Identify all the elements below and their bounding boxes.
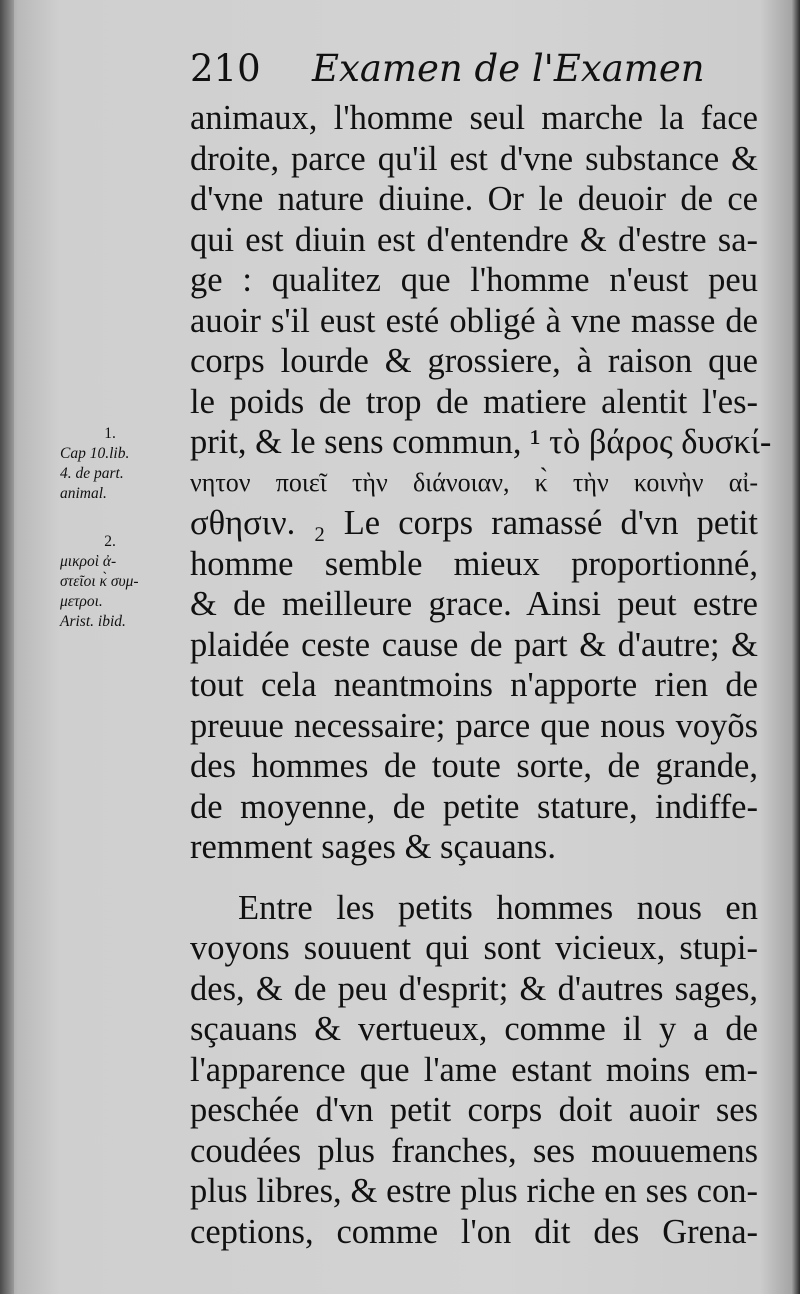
page-gutter-shadow xyxy=(0,0,14,1294)
text-line: l'apparence que l'ame estant moins em- xyxy=(190,1050,758,1089)
text-line: qui est diuin est d'entendre & d'estre sa- xyxy=(190,220,758,259)
text-line: tout cela neantmoins n'apporte rien de xyxy=(190,666,758,704)
text-line: Entre les petits hommes nous en xyxy=(238,888,758,927)
text-line: ge : qualitez que l'homme n'eust peu xyxy=(190,261,758,299)
text-line: de moyenne, de petite stature, indiffe- xyxy=(190,787,758,826)
margin-note-line: animal. xyxy=(60,485,107,502)
text-line: & de meilleure grace. Ainsi peut estre xyxy=(190,585,758,623)
margin-note-2 xyxy=(60,532,188,632)
text-line: preuue necessaire; parce que nous voyõs xyxy=(190,706,758,745)
margin-note-line: Arist. ibid. xyxy=(60,613,126,630)
margin-note-1 xyxy=(60,424,188,504)
page-edge-shadow xyxy=(792,0,800,1294)
margin-note-number: 2. xyxy=(104,533,116,550)
text-line: remment sages & sçauans. xyxy=(190,828,556,866)
running-header xyxy=(0,44,800,94)
text-line: animaux, l'homme seul marche la face xyxy=(190,99,758,137)
text-line: droite, parce qu'il est d'vne substance & xyxy=(190,139,758,178)
greek-quotation-line: νητον ποιεῖ τὴν διάνοιαν, κ̀ τὴν κοινὴν αἰ- xyxy=(190,467,758,497)
paragraph-gap xyxy=(190,868,758,888)
text-line: coudées plus franches, ses mouuemens xyxy=(190,1131,758,1170)
text-line: le poids de trop de matiere alentit l'es- xyxy=(190,382,758,421)
text-line: σθησιν. ₂ Le corps ramassé d'vn petit xyxy=(190,504,758,542)
running-title: Examen de l'Examen xyxy=(312,47,705,90)
margin-note-number: 1. xyxy=(104,425,116,442)
text-line: prit, & le sens commun, ¹ τὸ βάρος δυσκί- xyxy=(190,423,772,461)
text-line: ceptions, comme l'on dit des Grena- xyxy=(190,1212,758,1251)
margin-note-line: μικροὶ ἀ- xyxy=(60,553,117,570)
text-line: voyons souuent qui sont vicieux, stupi- xyxy=(190,929,758,967)
text-line: corps lourde & grossiere, à raison que xyxy=(190,342,758,380)
text-line: d'vne nature diuine. Or le deuoir de ce xyxy=(190,180,758,218)
text-line: peschée d'vn petit corps doit auoir ses xyxy=(190,1091,758,1129)
text-line: des hommes de toute sorte, de grande, xyxy=(190,747,758,785)
text-line: plaidée ceste cause de part & d'autre; & xyxy=(190,625,758,664)
text-line: plus libres, & estre plus riche en ses con- xyxy=(190,1172,758,1210)
text-line: auoir s'il eust esté obligé à vne masse de xyxy=(190,301,758,340)
margin-note-line: 4. de part. xyxy=(60,465,124,482)
text-line: des, & de peu d'esprit; & d'autres sages, xyxy=(190,969,758,1008)
margin-note-line: στεῖοι κ̀ συμ- xyxy=(60,573,139,590)
margin-note-line: Cap 10.lib. xyxy=(60,445,130,462)
text-line: sçauans & vertueux, comme il y a de xyxy=(190,1010,758,1048)
margin-note-line: μετροι. xyxy=(60,593,103,610)
page-number: 210 xyxy=(190,47,261,90)
body-text xyxy=(190,98,772,1252)
text-line: homme semble mieux proportionné, xyxy=(190,544,758,583)
